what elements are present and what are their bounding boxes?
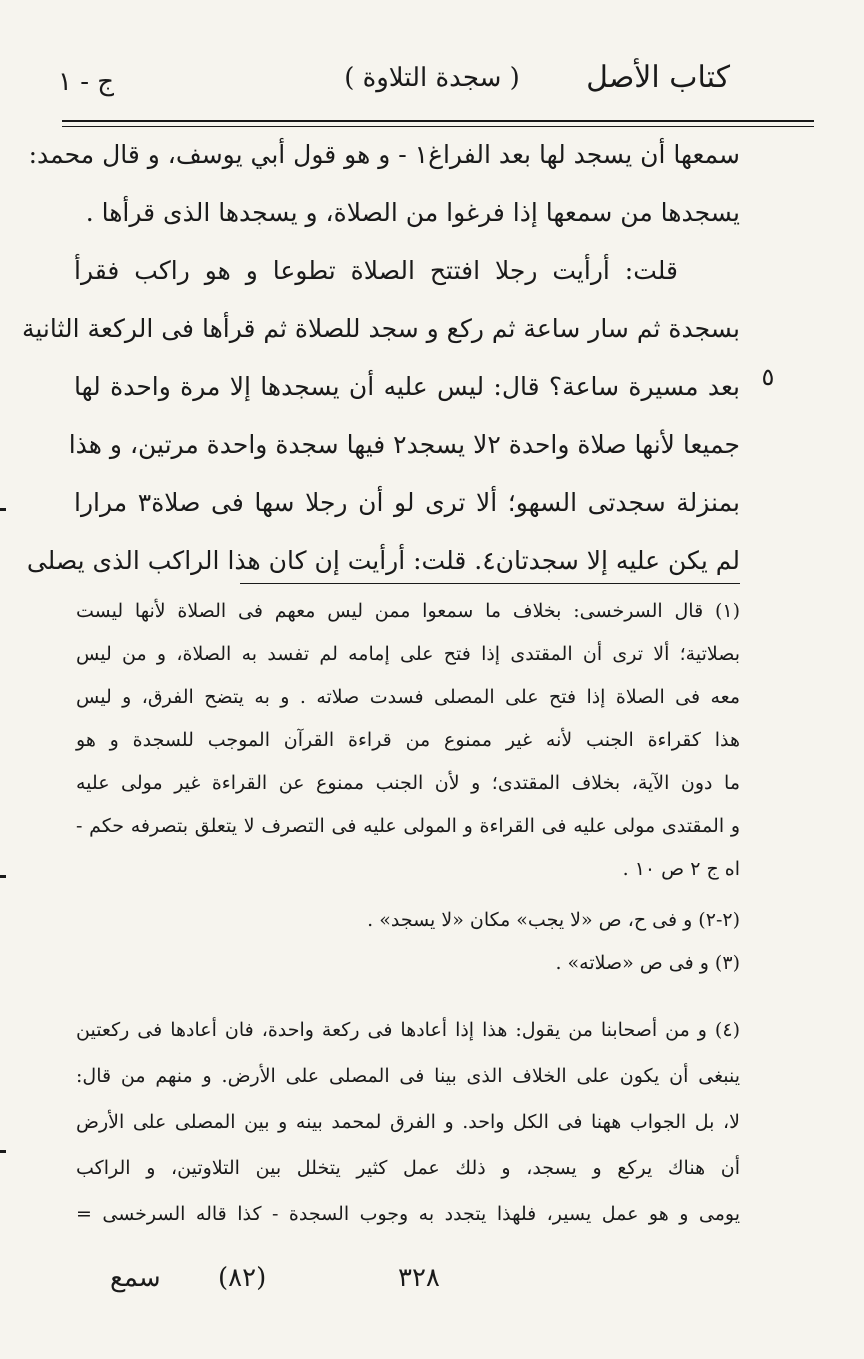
footnote-line: هذا كقراءة الجنب لأنه غير ممنوع من قراءة القرآن الموجب للسجدة و هو (76, 729, 740, 751)
footnote-line: (٣) و فى ص «صلاته» . (555, 952, 740, 974)
header-rule-thick (62, 120, 814, 122)
main-text-line: قلت: أرأيت رجلا افتتح الصلاة تطوعا و هو راكب فقرأ (74, 256, 678, 285)
footnote-line: يومى و هو عمل يسير، فلهذا يتجدد به وجوب السجدة - كذا قاله السرخسى = (76, 1203, 740, 1225)
margin-mark (0, 1150, 6, 1153)
running-header-chapter: ( سجدة التلاوة ) (344, 63, 520, 93)
footnote-line: (٢-٢) و فى ح، ص «لا يجب» مكان «لا يسجد» . (367, 909, 740, 931)
main-text-line: بمنزلة سجدتى السهو؛ ألا ترى لو أن رجلا سها فى صلاة٣ مرارا (74, 488, 740, 517)
main-text-line: لم يكن عليه إلا سجدتان٤. قلت: أرأيت إن كان هذا الراكب الذى يصلى (26, 546, 740, 575)
footnote-line: لا، بل الجواب ههنا فى الكل واحد. و الفرق لمحمد بينه و بين المصلى على الأرض (76, 1111, 740, 1133)
footnote-line: بصلاتية؛ ألا ترى أن المقتدى إذا فتح على إمامه لم تفسد به الصلاة، و من ليس (76, 643, 740, 665)
footnote-line: و المقتدى مولى عليه فى القراءة و المولى عليه فى التصرف لا يتعلق بتصرفه حكم - (76, 815, 740, 837)
footnote-line: (١) قال السرخسى: بخلاف ما سمعوا ممن ليس معهم فى الصلاة لأنها ليست (76, 600, 740, 622)
main-text-line: جميعا لأنها صلاة واحدة ٢لا يسجد٢ فيها سجدة واحدة مرتين، و هذا (68, 430, 740, 459)
catchword: سمع (110, 1263, 161, 1293)
main-text-line: بعد مسيرة ساعة؟ قال: ليس عليه أن يسجدها إلا مرة واحدة لها (74, 372, 740, 401)
footnote-line: (٤) و من أصحابنا من يقول: هذا إذا أعادها فى ركعة واحدة، فان أعادها فى ركعتين (76, 1019, 740, 1041)
main-text-line: بسجدة ثم سار ساعة ثم ركع و سجد للصلاة ثم قرأها فى الركعة الثانية (21, 314, 740, 343)
footnote-line: اه ج ٢ ص ١٠ . (622, 858, 740, 880)
page-number: ٣٢٨ (398, 1263, 440, 1293)
footnote-line: ما دون الآية، بخلاف المقتدى؛ و لأن الجنب ممنوع عن القراءة غير مولى عليه (76, 772, 740, 794)
margin-mark (0, 508, 6, 511)
footnote-line: ينبغى أن يكون على الخلاف الذى بينا فى المصلى على الأرض. و منهم من قال: (76, 1065, 740, 1087)
running-header-volume: ج - ١ (58, 67, 115, 97)
footnote-line: معه فى الصلاة إذا فتح على المصلى فسدت صلاته . و به يتضح الفرق، و ليس (76, 686, 740, 708)
main-text-line: سمعها أن يسجد لها بعد الفراغ١ - و هو قول أبي يوسف، و قال محمد: (28, 140, 740, 169)
running-header-book-title: كتاب الأصل (586, 60, 730, 95)
main-text-line: يسجدها من سمعها إذا فرغوا من الصلاة، و يسجدها الذى قرأها . (85, 198, 740, 227)
main-text (21, 126, 740, 590)
margin-mark (0, 875, 6, 878)
signature-mark: (٨٢) (218, 1263, 267, 1293)
footnotes (76, 590, 740, 1237)
line-number-marker: ٥ (761, 363, 775, 391)
footnote-separator (240, 583, 740, 584)
footnote-line: أن هناك يركع و يسجد، و ذلك عمل كثير يتخلل بين التلاوتين، و الراكب (76, 1157, 740, 1179)
